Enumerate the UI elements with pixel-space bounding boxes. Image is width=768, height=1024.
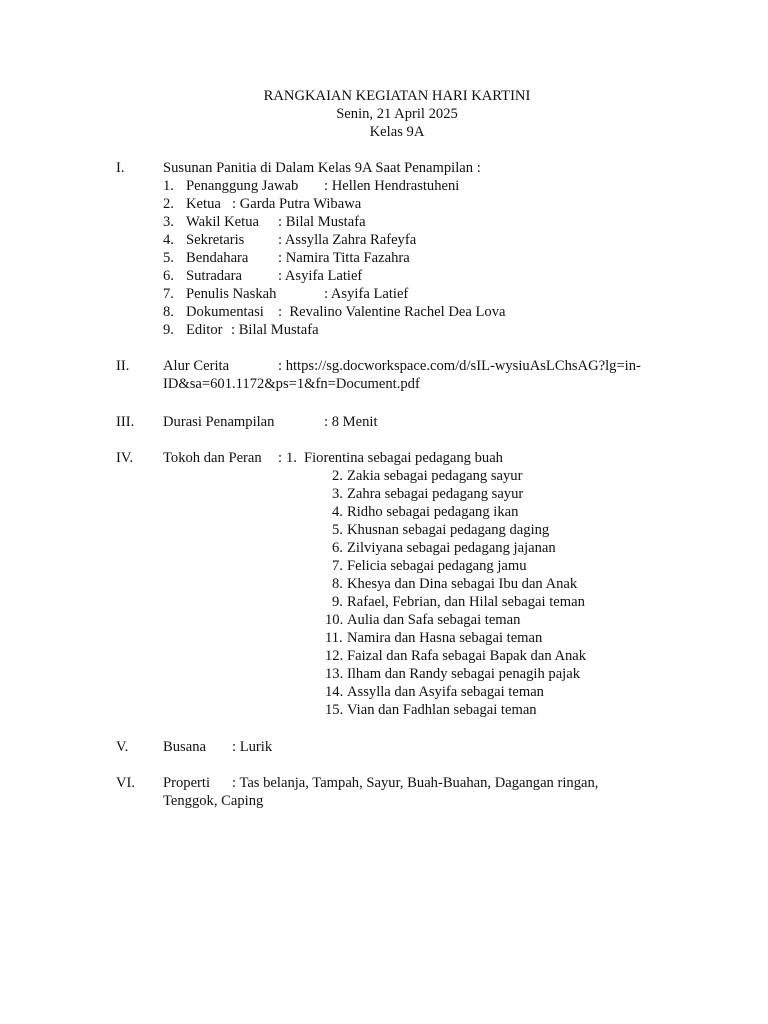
cast-role: Ilham dan Randy sebagai penagih pajak bbox=[347, 666, 581, 682]
cast-role: Zilviyana sebagai pedagang jajanan bbox=[347, 540, 556, 556]
cast-role: Felicia sebagai pedagang jamu bbox=[347, 558, 527, 574]
cast-role: Zahra sebagai pedagang sayur bbox=[347, 486, 524, 502]
committee-member: : Hellen Hendrastuheni bbox=[324, 178, 460, 194]
list-item-number: 5. bbox=[332, 522, 343, 538]
cast-role: Aulia dan Safa sebagai teman bbox=[347, 612, 521, 628]
story-link: : https://sg.docworkspace.com/d/sIL-wysiuAsLChsAG?lg=in- bbox=[278, 358, 641, 374]
committee-member: : Revalino Valentine Rachel Dea Lova bbox=[278, 304, 506, 320]
committee-role: Dokumentasi bbox=[186, 304, 264, 320]
class-name: Kelas 9A bbox=[369, 124, 425, 140]
cast-role: Assylla dan Asyifa sebagai teman bbox=[347, 684, 544, 700]
list-item-number: 6. bbox=[163, 268, 174, 284]
list-item-number: 7. bbox=[332, 558, 343, 574]
cast-role: Namira dan Hasna sebagai teman bbox=[347, 630, 543, 646]
cast-role: Fiorentina sebagai pedagang buah bbox=[304, 450, 503, 466]
cast-role: Khusnan sebagai pedagang daging bbox=[347, 522, 550, 538]
list-item-number: 11. bbox=[325, 630, 343, 646]
list-item-number: 8. bbox=[332, 576, 343, 592]
list-item-number: 8. bbox=[163, 304, 174, 320]
cast-role: Zakia sebagai pedagang sayur bbox=[347, 468, 523, 484]
list-item-number: 3. bbox=[332, 486, 343, 502]
list-item-number: 5. bbox=[163, 250, 174, 266]
list-item-number: 7. bbox=[163, 286, 174, 302]
list-item-number: 1. bbox=[163, 178, 174, 194]
label-colon: : bbox=[278, 450, 283, 466]
list-item-number: 15. bbox=[325, 702, 344, 718]
section-numeral: II. bbox=[116, 358, 130, 374]
cast-role: Vian dan Fadhlan sebagai teman bbox=[347, 702, 537, 718]
section-title: Susunan Panitia di Dalam Kelas 9A Saat Penampilan : bbox=[163, 160, 481, 176]
list-item-number: 2. bbox=[332, 468, 343, 484]
list-item-number: 2. bbox=[163, 196, 174, 212]
committee-role: Bendahara bbox=[186, 250, 249, 266]
props-value-continued: Tenggok, Caping bbox=[163, 793, 264, 809]
committee-role: Penulis Naskah bbox=[186, 286, 277, 302]
cast-role: Khesya dan Dina sebagai Ibu dan Anak bbox=[347, 576, 578, 592]
list-item-number: 9. bbox=[163, 322, 174, 338]
list-item-number: 1. bbox=[286, 450, 297, 466]
committee-member: : Assylla Zahra Rafeyfa bbox=[278, 232, 417, 248]
duration-value: : 8 Menit bbox=[324, 414, 378, 430]
committee-member: : Bilal Mustafa bbox=[278, 214, 366, 230]
props-value: : Tas belanja, Tampah, Sayur, Buah-Buahan, Dagangan ringan, bbox=[232, 775, 599, 791]
costume-value: : Lurik bbox=[232, 739, 273, 755]
list-item-number: 4. bbox=[163, 232, 174, 248]
list-item-number: 14. bbox=[325, 684, 344, 700]
committee-role: Sekretaris bbox=[186, 232, 245, 248]
section-numeral: V. bbox=[116, 739, 129, 755]
committee-member: : Garda Putra Wibawa bbox=[232, 196, 362, 212]
list-item-number: 4. bbox=[332, 504, 343, 520]
section-numeral: I. bbox=[116, 160, 125, 176]
section-label: Tokoh dan Peran bbox=[163, 450, 262, 466]
list-item-number: 13. bbox=[325, 666, 344, 682]
committee-role: Penanggung Jawab bbox=[186, 178, 299, 194]
section-numeral: IV. bbox=[116, 450, 134, 466]
committee-member: : Asyifa Latief bbox=[324, 286, 409, 302]
committee-role: Editor bbox=[186, 322, 223, 338]
list-item-number: 9. bbox=[332, 594, 343, 610]
section-label: Durasi Penampilan bbox=[163, 414, 275, 430]
story-link-continued: ID&sa=601.1172&ps=1&fn=Document.pdf bbox=[163, 376, 420, 392]
event-date: Senin, 21 April 2025 bbox=[336, 106, 458, 122]
list-item-number: 3. bbox=[163, 214, 174, 230]
committee-role: Wakil Ketua bbox=[186, 214, 259, 230]
section-label: Alur Cerita bbox=[163, 358, 230, 374]
committee-role: Ketua bbox=[186, 196, 221, 212]
cast-role: Rafael, Febrian, dan Hilal sebagai teman bbox=[347, 594, 585, 610]
section-numeral: VI. bbox=[116, 775, 136, 791]
committee-member: : Asyifa Latief bbox=[278, 268, 363, 284]
committee-member: : Namira Titta Fazahra bbox=[278, 250, 410, 266]
list-item-number: 6. bbox=[332, 540, 343, 556]
section-label: Busana bbox=[163, 739, 206, 755]
list-item-number: 12. bbox=[325, 648, 344, 664]
cast-role: Faizal dan Rafa sebagai Bapak dan Anak bbox=[347, 648, 587, 664]
cast-role: Ridho sebagai pedagang ikan bbox=[347, 504, 519, 520]
section-label: Properti bbox=[163, 775, 211, 791]
section-numeral: III. bbox=[116, 414, 135, 430]
committee-member: : Bilal Mustafa bbox=[231, 322, 319, 338]
page-title: RANGKAIAN KEGIATAN HARI KARTINI bbox=[263, 88, 531, 104]
list-item-number: 10. bbox=[325, 612, 344, 628]
committee-role: Sutradara bbox=[186, 268, 242, 284]
